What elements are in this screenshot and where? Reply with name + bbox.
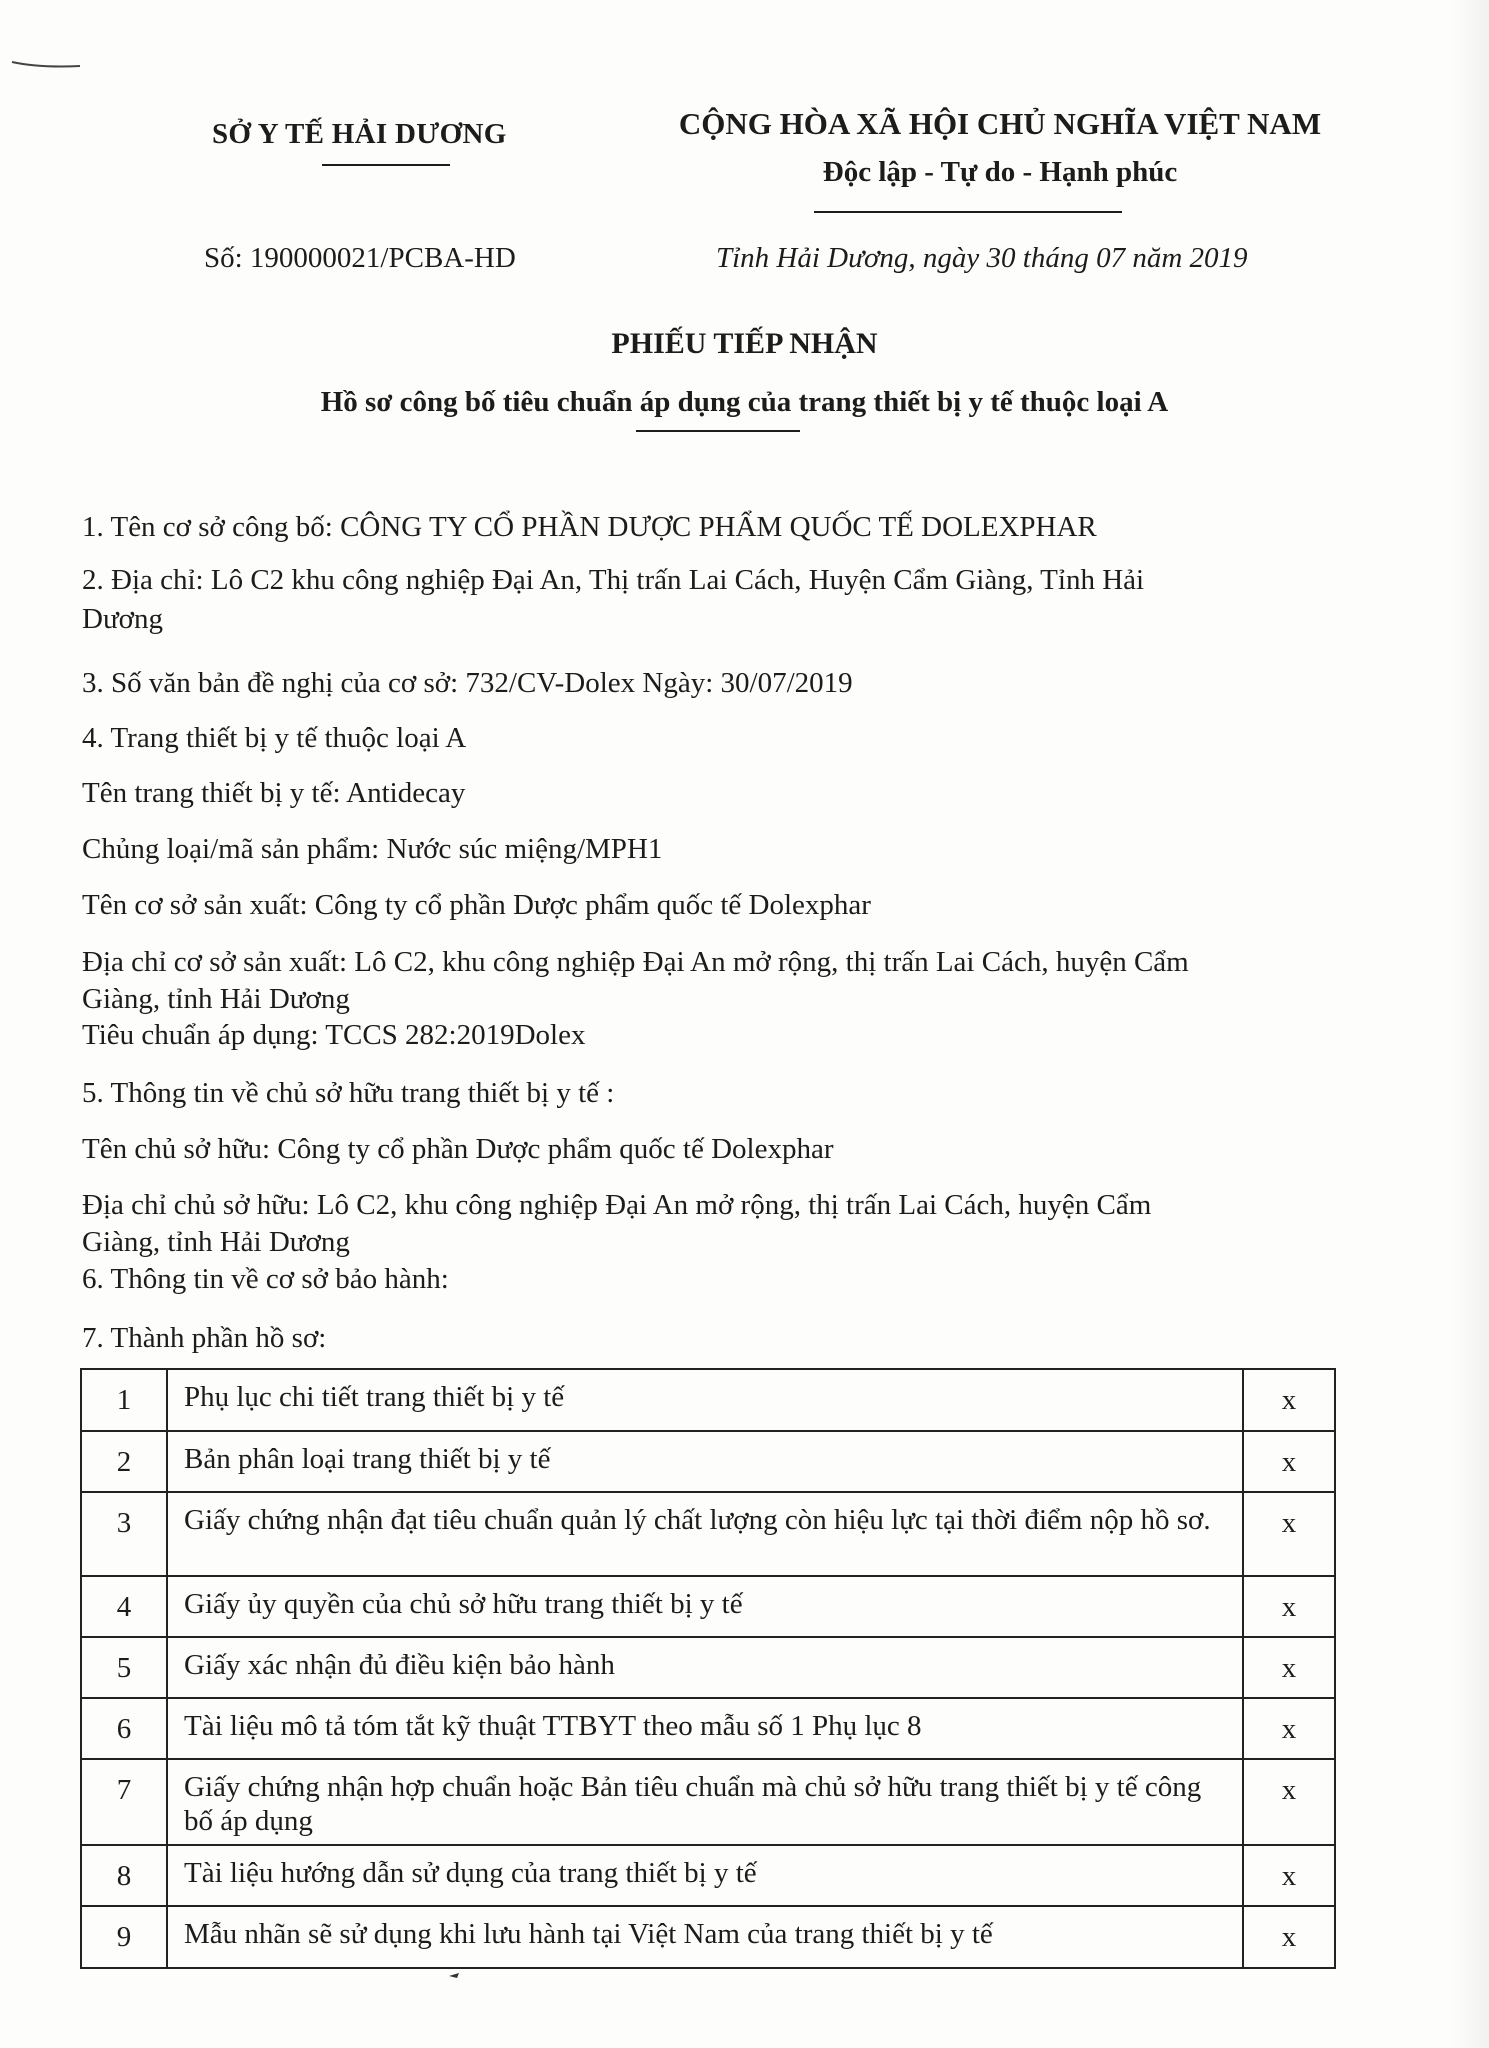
stray-ink-dot — [447, 1970, 461, 1980]
nation-name: CỘNG HÒA XÃ HỘI CHỦ NGHĨA VIỆT NAM — [678, 106, 1322, 141]
row-number: 1 — [81, 1369, 167, 1431]
device-type: Chủng loại/mã sản phẩm: Nước súc miệng/MPH1 — [82, 833, 663, 865]
row-description: Bản phân loại trang thiết bị y tế — [167, 1431, 1243, 1492]
item-7-dossier: 7. Thành phần hồ sơ: — [82, 1322, 327, 1354]
owner-address-cont: Giàng, tỉnh Hải Dương — [82, 1226, 350, 1258]
scan-edge-shadow — [1452, 0, 1489, 2048]
table-row — [81, 1906, 1335, 1968]
row-description: Tài liệu mô tả tóm tắt kỹ thuật TTBYT theo mẫu số 1 Phụ lục 8 — [167, 1698, 1243, 1759]
item-2-address: 2. Địa chỉ: Lô C2 khu công nghiệp Đại An, Thị trấn Lai Cách, Huyện Cẩm Giàng, Tỉnh Hải — [82, 564, 1145, 596]
owner-address: Địa chỉ chủ sở hữu: Lô C2, khu công nghiệp Đại An mở rộng, thị trấn Lai Cách, huyện Cẩm — [82, 1189, 1152, 1221]
table-row — [81, 1369, 1335, 1431]
row-description: Giấy chứng nhận đạt tiêu chuẩn quản lý chất lượng còn hiệu lực tại thời điểm nộp hồ sơ. — [167, 1492, 1243, 1576]
table-row — [81, 1698, 1335, 1759]
motto-underline — [814, 211, 1122, 213]
item-1-publisher: 1. Tên cơ sở công bố: CÔNG TY CỔ PHẦN DƯỢC PHẨM QUỐC TẾ DOLEXPHAR — [82, 511, 1097, 543]
row-check-mark: x — [1243, 1369, 1335, 1431]
row-description: Giấy chứng nhận hợp chuẩn hoặc Bản tiêu chuẩn mà chủ sở hữu trang thiết bị y tế công bố áp dụng — [167, 1759, 1243, 1845]
item-4-device-class: 4. Trang thiết bị y tế thuộc loại A — [82, 722, 467, 754]
manufacturer-address-cont: Giàng, tỉnh Hải Dương — [82, 983, 350, 1015]
item-6-warranty: 6. Thông tin về cơ sở bảo hành: — [82, 1263, 449, 1295]
table-row — [81, 1637, 1335, 1698]
agency-underline — [322, 164, 450, 166]
row-description: Giấy xác nhận đủ điều kiện bảo hành — [167, 1637, 1243, 1698]
row-check-mark: x — [1243, 1845, 1335, 1906]
row-number: 6 — [81, 1698, 167, 1759]
row-number: 5 — [81, 1637, 167, 1698]
item-5-owner-info: 5. Thông tin về chủ sở hữu trang thiết bị y tế : — [82, 1077, 615, 1109]
device-name: Tên trang thiết bị y tế: Antidecay — [82, 777, 466, 809]
row-description: Phụ lục chi tiết trang thiết bị y tế — [167, 1369, 1243, 1431]
title-underline — [636, 430, 800, 432]
row-check-mark: x — [1243, 1759, 1335, 1845]
row-check-mark: x — [1243, 1698, 1335, 1759]
row-check-mark: x — [1243, 1637, 1335, 1698]
manufacturer-name: Tên cơ sở sản xuất: Công ty cổ phần Dược phẩm quốc tế Dolexphar — [82, 889, 871, 921]
applied-standard: Tiêu chuẩn áp dụng: TCCS 282:2019Dolex — [82, 1019, 586, 1051]
document-number: Số: 190000021/PCBA-HD — [204, 242, 516, 274]
row-check-mark: x — [1243, 1576, 1335, 1637]
row-number: 4 — [81, 1576, 167, 1637]
item-3-request-doc: 3. Số văn bản đề nghị của cơ sở: 732/CV-Dolex Ngày: 30/07/2019 — [82, 667, 853, 699]
page-title: PHIẾU TIẾP NHẬN — [611, 327, 878, 360]
motto: Độc lập - Tự do - Hạnh phúc — [822, 156, 1178, 188]
row-description: Giấy ủy quyền của chủ sở hữu trang thiết bị y tế — [167, 1576, 1243, 1637]
table-row — [81, 1759, 1335, 1845]
row-number: 9 — [81, 1906, 167, 1968]
row-check-mark: x — [1243, 1492, 1335, 1576]
dossier-components-table — [80, 1368, 1336, 1969]
item-2-address-cont: Dương — [82, 603, 163, 635]
agency-name: SỞ Y TẾ HẢI DƯƠNG — [212, 118, 507, 150]
table-row — [81, 1845, 1335, 1906]
manufacturer-address: Địa chỉ cơ sở sản xuất: Lô C2, khu công nghiệp Đại An mở rộng, thị trấn Lai Cách, huyện Cẩm — [82, 946, 1189, 978]
national-header — [640, 106, 1360, 189]
row-description: Mẫu nhãn sẽ sử dụng khi lưu hành tại Việt Nam của trang thiết bị y tế — [167, 1906, 1243, 1968]
page-subtitle: Hồ sơ công bố tiêu chuẩn áp dụng của trang thiết bị y tế thuộc loại A — [320, 386, 1169, 418]
row-check-mark: x — [1243, 1906, 1335, 1968]
row-number: 3 — [81, 1492, 167, 1576]
table-row — [81, 1576, 1335, 1637]
row-number: 7 — [81, 1759, 167, 1845]
row-number: 2 — [81, 1431, 167, 1492]
row-description: Tài liệu hướng dẫn sử dụng của trang thiết bị y tế — [167, 1845, 1243, 1906]
pen-stroke-mark — [10, 50, 90, 80]
owner-name: Tên chủ sở hữu: Công ty cổ phần Dược phẩm quốc tế Dolexphar — [82, 1133, 834, 1165]
row-check-mark: x — [1243, 1431, 1335, 1492]
place-date: Tỉnh Hải Dương, ngày 30 tháng 07 năm 2019 — [716, 242, 1248, 274]
table-row — [81, 1492, 1335, 1576]
row-number: 8 — [81, 1845, 167, 1906]
table-row — [81, 1431, 1335, 1492]
